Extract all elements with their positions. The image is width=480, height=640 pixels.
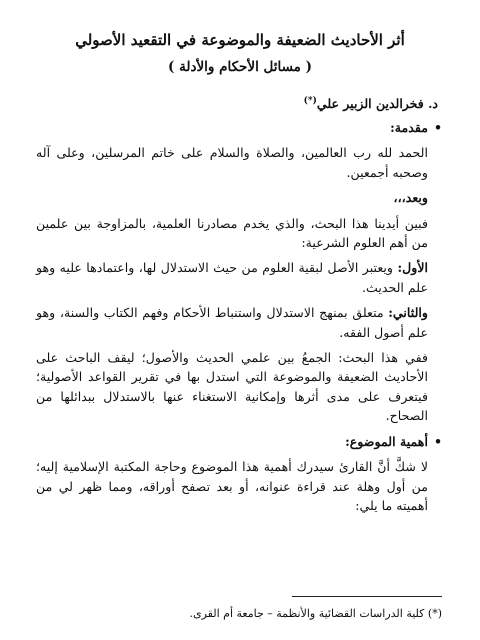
paragraph-2: ففي هذا البحث: الجمعُ بين علمي الحديث والأصول؛ ليقف الباحث على الأحاديث الضعيفة والموضوعة التي استدل بها في تقرير القواعد الأصولية؛ فيتعرف على مدى أثرها وإمكانية الاستغناء عنها بالاستدلال ببدائلها من الصحاح. (36, 350, 428, 424)
intro-paragraph: الحمد لله رب العالمين، والصلاة والسلام على خاتم المرسلين، وعلى آله وصحبه أجمعين. (36, 145, 428, 180)
importance-heading-text: أهمية الموضوع: (345, 433, 428, 449)
first-label: الأول: (397, 260, 428, 276)
second-label: والثاني: (388, 305, 428, 321)
bullet-icon: • (433, 120, 442, 135)
author-line (304, 92, 438, 113)
section-heading-intro (36, 118, 442, 137)
section-heading-importance (36, 432, 442, 451)
author-name: د. فخرالدين الزبير علي (316, 96, 438, 112)
author-note-mark: (*) (303, 96, 317, 106)
first-science-paragraph (36, 258, 442, 297)
after-word: وبعد،،، (393, 190, 428, 206)
intro-heading-text: مقدمة: (390, 120, 428, 135)
second-science-paragraph (36, 303, 442, 342)
paragraph-1: فبين أيدينا هذا البحث، والذي يخدم مصادرنا العلمية، بالمزاوجة بين علمين من أهم العلوم الشرعية: (36, 215, 428, 251)
first-text: ويعتبر الأصل لبقية العلوم من حيث الاستدلال لها، واعتمادها عليه وهو علم الحديث. (36, 260, 428, 295)
footnote-divider (292, 596, 442, 597)
second-text: متعلق بمنهج الاستدلال واستنباط الأحكام وفهم الكتاب والسنة، وهو علم أصول الفقه. (36, 305, 428, 340)
footnote: (*) كلية الدراسات القضائية والأنظمة – جامعة أم القرى. (189, 607, 442, 620)
paper-body (36, 118, 442, 521)
paper-subtitle: ( مسائل الأحكام والأدلة ) (168, 59, 312, 75)
importance-paragraph: لا شكَّ أنَّ القارئ سيدرك أهمية هذا الموضوع وحاجة المكتبة الإسلامية إليه؛ من أول وهلة عند قراءة عنوانه، أو بعد تصفح أوراقه، ومما ظهر لي من أهميته ما يلي: (36, 459, 428, 513)
bullet-icon: • (433, 433, 442, 449)
paper-title: أثر الأحاديث الضعيفة والموضوعة في التقعيد الأصولي (75, 31, 405, 49)
